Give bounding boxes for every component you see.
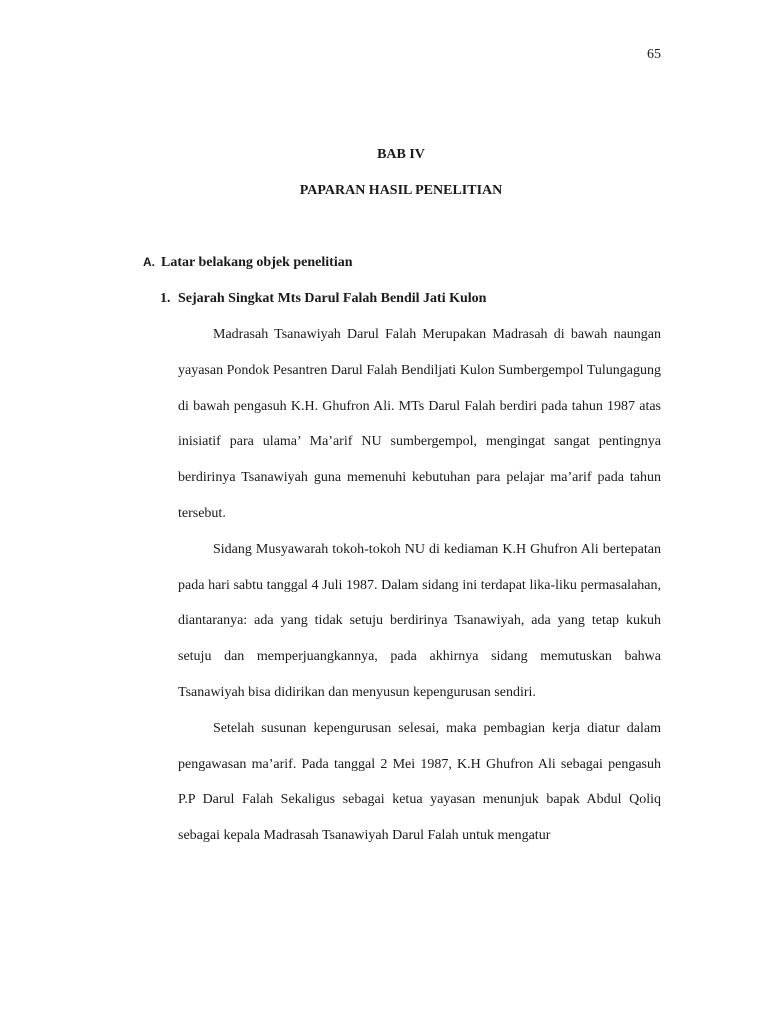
section-heading [143,255,353,271]
subsection-marker: 1. [160,291,171,306]
subsection-title: Sejarah Singkat Mts Darul Falah Bendil Jati Kulon [178,291,487,306]
section-marker: A. [143,255,155,269]
chapter-title: BAB IV [377,147,425,162]
body-text [178,317,661,854]
paragraph: Sidang Musyawarah tokoh-tokoh NU di kediaman K.H Ghufron Ali bertepatan pada hari sabtu tanggal 4 Juli 1987. Dalam sidang ini terdapat lika-liku permasalahan, diantaranya: ada yang tidak setuju berdirinya Tsanawiyah, ada yang tetap kukuh setuju dan memperjuangkannya, pada akhirnya sidang memutuskan bahwa Tsanawiyah bisa didirikan dan menyusun kepengurusan sendiri. [178,541,661,700]
subsection-heading [160,291,486,307]
chapter-subtitle: PAPARAN HASIL PENELITIAN [299,183,503,198]
paragraph: Setelah susunan kepengurusan selesai, maka pembagian kerja diatur dalam pengawasan ma’arif. Pada tanggal 2 Mei 1987, K.H Ghufron Ali sebagai pengasuh P.P Darul Falah Sekaligus sebagai ketua yayasan menunjuk bapak Abdul Qoliq sebagai kepala Madrasah Tsanawiyah Darul Falah untuk mengatur [178,720,661,844]
section-title: Latar belakang objek penelitian [161,255,353,270]
page-number: 65 [647,47,661,62]
paragraph: Madrasah Tsanawiyah Darul Falah Merupakan Madrasah di bawah naungan yayasan Pondok Pesantren Darul Falah Bendiljati Kulon Sumbergempol Tulungagung di bawah pengasuh K.H. Ghufron Ali. MTs Darul Falah berdiri pada tahun 1987 atas inisiatif para ulama’ Ma’arif NU sumbergempol, mengingat sangat pentingnya berdirinya Tsanawiyah guna memenuhi kebutuhan para pelajar ma’arif pada tahun tersebut. [178,327,661,521]
